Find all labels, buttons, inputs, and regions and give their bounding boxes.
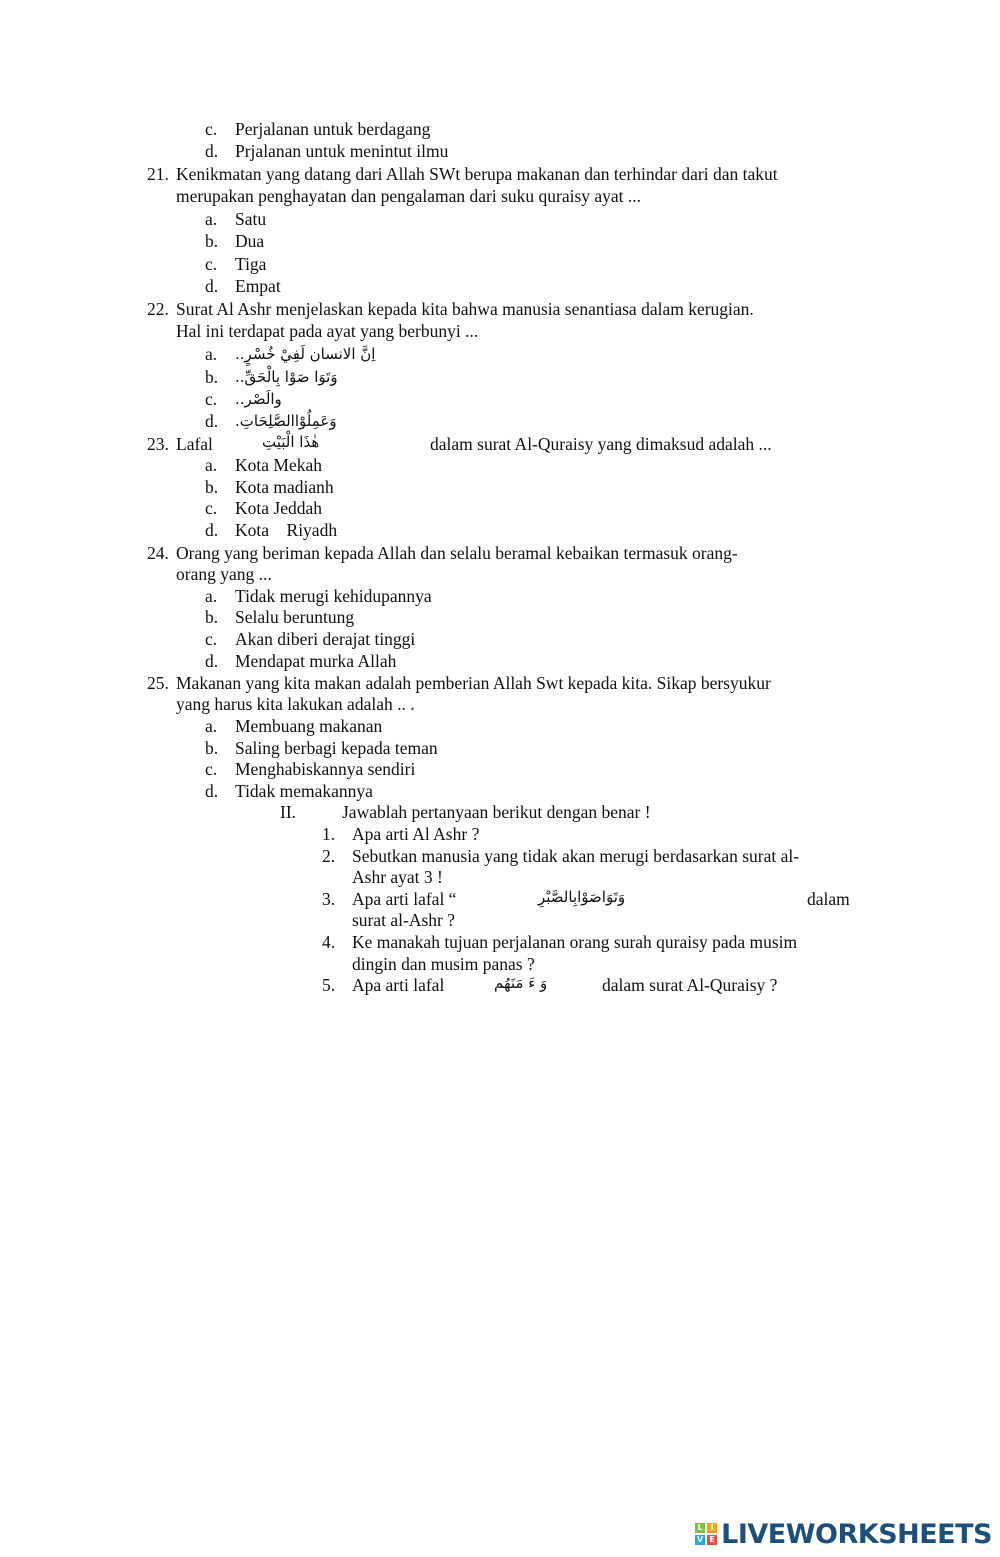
logo-tile: I: [707, 1523, 717, 1533]
question-text: dalam surat Al-Quraisy yang dimaksud adalah ...: [430, 434, 772, 454]
arabic-option-text: وَعَمِلُوْاالصَّلِحَاتِ.: [235, 412, 337, 430]
arabic-phrase: هٰذَا الْبَيْتِ: [262, 433, 320, 451]
essay-number: 2.: [322, 846, 336, 866]
essay-question: Ashr ayat 3 !: [352, 867, 443, 887]
option-letter: d.: [205, 781, 219, 801]
option-text: Kota Riyadh: [235, 520, 338, 540]
logo-tile: E: [707, 1535, 717, 1545]
option-letter: a.: [205, 344, 218, 364]
question-text: Hal ini terdapat pada ayat yang berbunyi ...: [176, 321, 479, 341]
option-letter: a.: [205, 586, 218, 606]
option-text: Tidak merugi kehidupannya: [235, 586, 432, 606]
question-number: 22.: [147, 299, 169, 319]
essay-question: Apa arti lafal “: [352, 889, 457, 909]
option-letter: d.: [205, 651, 219, 671]
option-letter: a.: [205, 209, 218, 229]
essay-number: 3.: [322, 889, 336, 909]
option-letter: c.: [205, 119, 218, 139]
section-heading: Jawablah pertanyaan berikut dengan benar !: [342, 802, 651, 822]
option-text: Kota madianh: [235, 477, 334, 497]
liveworksheets-logo: [695, 1519, 992, 1549]
question-text: Orang yang beriman kepada Allah dan selalu beramal kebaikan termasuk orang-: [176, 543, 738, 563]
logo-tile: V: [697, 1535, 704, 1544]
option-letter: b.: [205, 367, 219, 387]
section-number: II.: [280, 802, 297, 822]
essay-question: dalam surat Al-Quraisy ?: [602, 975, 778, 995]
option-letter: b.: [205, 607, 219, 627]
option-text: Tiga: [235, 254, 267, 274]
option-letter: c.: [205, 254, 218, 274]
option-letter: c.: [205, 629, 218, 649]
essay-number: 4.: [322, 932, 336, 952]
logo-tile: L: [695, 1523, 705, 1533]
question-text: Kenikmatan yang datang dari Allah SWt berupa makanan dan terhindar dari dan takut: [176, 164, 778, 184]
question-number: 23.: [147, 434, 169, 454]
option-letter: b.: [205, 477, 219, 497]
option-letter: b.: [205, 738, 219, 758]
option-text: Saling berbagi kepada teman: [235, 738, 438, 758]
option-letter: c.: [205, 389, 218, 409]
question-text: yang harus kita lakukan adalah .. .: [176, 694, 415, 714]
question-number: 21.: [147, 164, 169, 184]
question-text: Surat Al Ashr menjelaskan kepada kita bahwa manusia senantiasa dalam kerugian.: [176, 299, 754, 319]
option-text: Prjalanan untuk menintut ilmu: [235, 141, 449, 161]
essay-number: 1.: [322, 824, 336, 844]
logo-wordmark: LIVEWORKSHEETS: [721, 1518, 992, 1550]
option-letter: d.: [205, 520, 219, 540]
arabic-phrase: وَتَوَاصَوْابِالصَّبْرِ: [538, 888, 626, 906]
question-text: orang yang ...: [176, 564, 272, 584]
essay-question: Apa arti lafal: [352, 975, 445, 995]
option-text: Menghabiskannya sendiri: [235, 759, 416, 779]
option-text: Mendapat murka Allah: [235, 651, 397, 671]
option-text: Akan diberi derajat tinggi: [235, 629, 416, 649]
option-letter: a.: [205, 455, 218, 475]
option-letter: b.: [205, 231, 219, 251]
option-text: Dua: [235, 231, 265, 251]
arabic-phrase: وَ ءَ مَنَهُم: [494, 974, 548, 992]
essay-question: dalam: [807, 889, 850, 909]
option-text: Membuang makanan: [235, 716, 383, 736]
option-text: Empat: [235, 276, 281, 296]
option-text: Selalu beruntung: [235, 607, 355, 627]
question-number: 25.: [147, 673, 169, 693]
question-text: Makanan yang kita makan adalah pemberian Allah Swt kepada kita. Sikap bersyukur: [176, 673, 771, 693]
essay-question: Ke manakah tujuan perjalanan orang surah quraisy pada musim: [352, 932, 798, 952]
essay-question: surat al-Ashr ?: [352, 910, 456, 930]
essay-question: Sebutkan manusia yang tidak akan merugi berdasarkan surat al-: [352, 846, 800, 866]
option-text: Satu: [235, 209, 267, 229]
essay-number: 5.: [322, 975, 336, 995]
option-letter: c.: [205, 759, 218, 779]
arabic-option-text: اِنَّ الانسان لَفِيْ خُسْرٍ..: [235, 345, 376, 363]
arabic-option-text: والَصْر..: [235, 390, 282, 408]
option-text: Tidak memakannya: [235, 781, 373, 801]
question-number: 24.: [147, 543, 169, 563]
question-text: Lafal: [176, 434, 213, 454]
option-letter: d.: [205, 411, 219, 431]
essay-question: Apa arti Al Ashr ?: [352, 824, 480, 844]
option-letter: d.: [205, 276, 219, 296]
logo-mark-icon: [695, 1523, 717, 1545]
option-text: Perjalanan untuk berdagang: [235, 119, 431, 139]
essay-question: dingin dan musim panas ?: [352, 954, 535, 974]
question-text: merupakan penghayatan dan pengalaman dari suku quraisy ayat ...: [176, 186, 642, 206]
option-letter: d.: [205, 141, 219, 161]
option-text: Kota Mekah: [235, 455, 322, 475]
option-letter: a.: [205, 716, 218, 736]
arabic-option-text: وَتَوَا صَوْا بِالْحَقِّ..: [235, 368, 338, 386]
option-text: Kota Jeddah: [235, 498, 322, 518]
option-letter: c.: [205, 498, 218, 518]
